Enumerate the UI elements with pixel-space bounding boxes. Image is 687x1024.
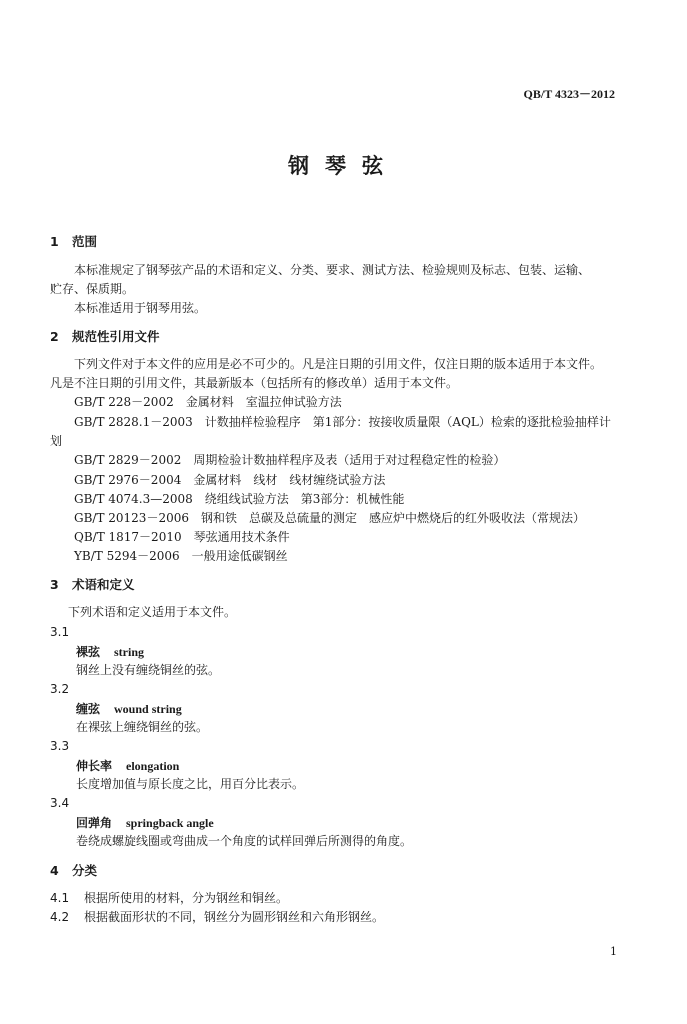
clause-text: 根据所使用的材料，分为钢丝和铜丝。	[84, 891, 289, 905]
section-4-heading	[50, 861, 97, 879]
term-heading	[76, 643, 144, 660]
clause-item	[50, 908, 384, 925]
reference-item: GB/T 228－2002 金属材料 室温拉伸试验方法	[74, 395, 342, 409]
term-number: 3.2	[50, 682, 70, 696]
reference-item: GB/T 2829－2002 周期检验计数抽样程序及表（适用于对过程稳定性的检验）	[74, 453, 506, 467]
term-zh: 裸弦	[76, 645, 101, 659]
paragraph-line: 下列术语和定义适用于本文件。	[68, 605, 237, 619]
term-definition: 卷绕成螺旋线圈或弯曲成一个角度的试样回弹后所测得的角度。	[76, 834, 413, 848]
term-en: elongation	[126, 759, 180, 773]
term-heading	[76, 700, 182, 717]
reference-item: QB/T 1817－2010 琴弦通用技术条件	[74, 530, 290, 544]
section-1-heading	[50, 232, 97, 250]
term-heading	[76, 814, 214, 831]
term-definition: 钢丝上没有缠绕铜丝的弦。	[76, 663, 221, 677]
section-title: 分类	[72, 863, 98, 878]
paragraph-line: 本标准适用于钢琴用弦。	[74, 301, 207, 315]
page-number: 1	[610, 945, 617, 958]
section-3-heading	[50, 575, 135, 593]
term-zh: 伸长率	[76, 759, 113, 773]
section-title: 规范性引用文件	[72, 329, 160, 344]
clause-number: 4.1	[50, 891, 70, 905]
term-en: string	[114, 645, 145, 659]
section-title: 范围	[72, 234, 98, 249]
paragraph-line: 本标准规定了钢琴弦产品的术语和定义、分类、要求、测试方法、检验规则及标志、包装、运输、	[74, 263, 591, 277]
clause-item	[50, 889, 288, 906]
term-zh: 回弹角	[76, 816, 113, 830]
term-en: springback angle	[126, 816, 214, 830]
standard-number: QB/T 4323－2012	[523, 87, 615, 101]
term-definition: 长度增加值与原长度之比，用百分比表示。	[76, 777, 305, 791]
section-number: 1	[50, 234, 59, 249]
clause-text: 根据截面形状的不同，钢丝分为圆形钢丝和六角形钢丝。	[84, 910, 385, 924]
section-number: 4	[50, 863, 59, 878]
term-number: 3.4	[50, 796, 70, 810]
term-number: 3.1	[50, 625, 70, 639]
clause-number: 4.2	[50, 910, 70, 924]
term-zh: 缠弦	[76, 702, 101, 716]
term-definition: 在裸弦上缠绕铜丝的弦。	[76, 720, 209, 734]
reference-item: YB/T 5294－2006 一般用途低碳钢丝	[74, 549, 288, 563]
term-en: wound string	[114, 702, 182, 716]
term-heading	[76, 757, 179, 774]
section-number: 3	[50, 577, 59, 592]
section-title: 术语和定义	[72, 577, 135, 592]
paragraph-line: 凡是不注日期的引用文件，其最新版本（包括所有的修改单）适用于本文件。	[50, 376, 459, 390]
reference-item-continued: 划	[50, 434, 63, 448]
reference-item: GB/T 2976－2004 金属材料 线材 线材缠绕试验方法	[74, 473, 386, 487]
reference-item: GB/T 20123－2006 钢和铁 总碳及总硫量的测定 感应炉中燃烧后的红外吸收法（常规法）	[74, 511, 585, 525]
term-number: 3.3	[50, 739, 70, 753]
paragraph-line: 下列文件对于本文件的应用是必不可少的。凡是注日期的引用文件，仅注日期的版本适用于本文件。	[74, 357, 603, 371]
section-number: 2	[50, 329, 59, 344]
paragraph-line: 贮存、保质期。	[50, 282, 135, 296]
reference-item: GB/T 2828.1－2003 计数抽样检验程序 第1部分：按接收质量限（AQL）检索的逐批检验抽样计	[74, 415, 611, 429]
page-title: 钢琴弦	[288, 154, 399, 178]
section-2-heading	[50, 327, 160, 345]
reference-item: GB/T 4074.3—2008 绕组线试验方法 第3部分：机械性能	[74, 492, 405, 506]
